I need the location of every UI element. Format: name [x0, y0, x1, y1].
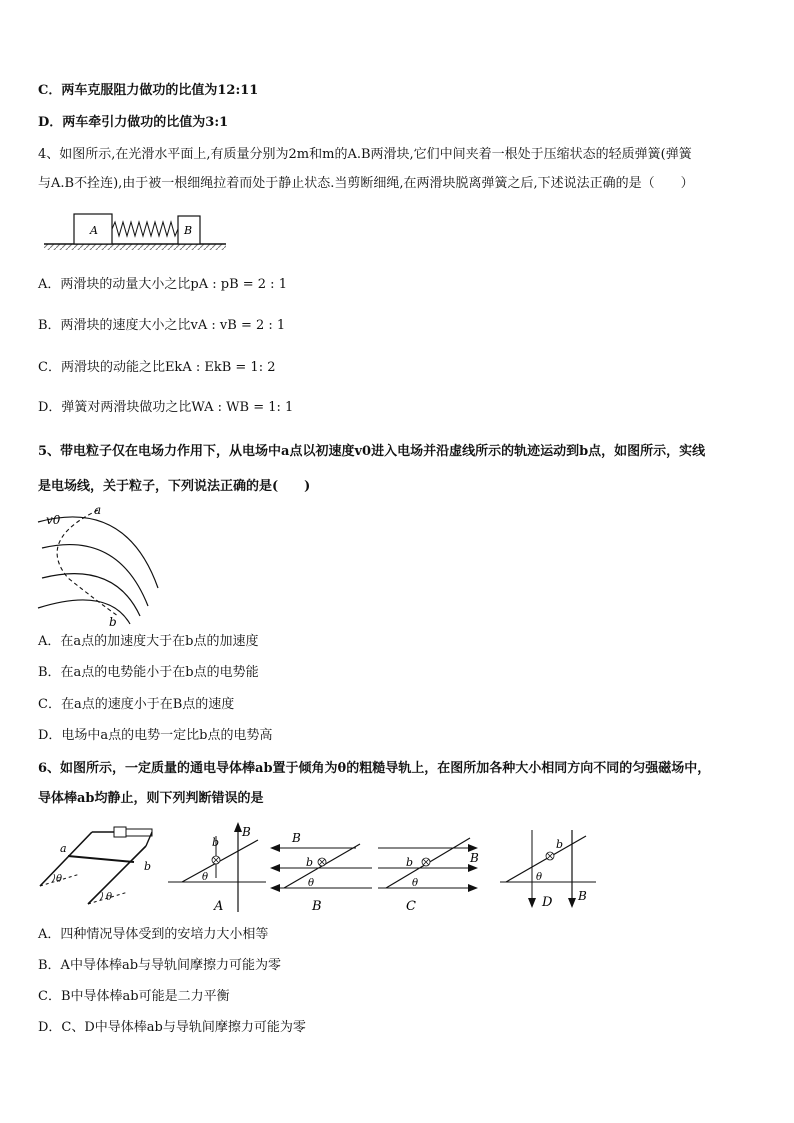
q6-rail-label-a: a: [60, 842, 67, 855]
q6-case-b-theta: θ: [308, 878, 315, 889]
q6-case-a-theta: θ: [202, 872, 209, 883]
q4-figure-spring-blocks: [44, 200, 234, 255]
q6-rail-theta-2: θ: [106, 892, 113, 903]
q6-case-a-label: A: [214, 899, 224, 914]
q3-option-c: C．两车克服阻力做功的比值为12:11: [38, 83, 259, 98]
q5-label-b: b: [109, 615, 117, 629]
q4-option-a: A．两滑块的动量大小之比pA : pB = 2 : 1: [38, 277, 287, 292]
q6-case-a-field: B: [242, 825, 251, 839]
q5-label-v0: v0: [46, 513, 61, 527]
q4-option-d: D．弹簧对两滑块做功之比WA : WB = 1: 1: [38, 400, 294, 415]
q6-figure-rails: [38, 818, 168, 908]
q5-option-b: B．在a点的电势能小于在b点的电势能: [38, 665, 259, 680]
q6-case-d-field: B: [578, 889, 587, 903]
q6-option-c: C．B中导体棒ab可能是二力平衡: [38, 989, 230, 1004]
q4-option-c: C．两滑块的动能之比EkA : EkB = 1: 2: [38, 360, 276, 375]
q6-stem-line1: 6、如图所示，一定质量的通电导体棒ab置于倾角为θ的粗糙导轨上，在图所加各种大小相同方向不同的匀强磁场中，: [38, 761, 711, 776]
q4-stem-line2: 与A.B不拴连),由于被一根细绳拉着而处于静止状态.当剪断细绳,在两滑块脱离弹簧之后,下述说法正确的是（ ）: [38, 176, 694, 191]
q6-case-d-theta: θ: [536, 872, 543, 883]
q6-case-b-b: b: [306, 856, 314, 869]
q6-case-c-theta: θ: [412, 878, 419, 889]
q6-case-c: [378, 826, 490, 916]
q4-spring: [112, 222, 178, 236]
q5-stem-line1: 5、带电粒子仅在电场力作用下，从电场中a点以初速度v0进入电场并沿虚线所示的轨迹运动到b点，如图所示，实线: [38, 444, 706, 459]
q6-option-b: B．A中导体棒ab与导轨间摩擦力可能为零: [38, 958, 282, 973]
q5-option-d: D．电场中a点的电势一定比b点的电势高: [38, 728, 273, 743]
q6-option-d: D．C、D中导体棒ab与导轨间摩擦力可能为零: [38, 1020, 306, 1035]
q6-case-d: [500, 826, 600, 916]
q5-option-c: C．在a点的速度小于在B点的速度: [38, 697, 235, 712]
q6-rail-label-b: b: [144, 860, 152, 873]
q6-case-a: [168, 822, 268, 917]
q6-case-d-label: D: [542, 895, 553, 910]
q6-option-a: A．四种情况导体受到的安培力大小相等: [38, 927, 269, 942]
q5-figure-field-lines: [36, 500, 166, 630]
q5-stem-line2: 是电场线，关于粒子，下列说法正确的是( ): [38, 479, 311, 494]
q5-label-a: a: [94, 503, 102, 517]
q6-rail-theta-1: θ: [56, 874, 63, 885]
q5-option-a: A．在a点的加速度大于在b点的加速度: [38, 634, 259, 649]
q6-case-d-b: b: [556, 838, 564, 851]
q6-case-a-b: b: [212, 836, 220, 849]
q6-case-c-field: B: [470, 851, 479, 865]
q4-block-b-label: B: [184, 224, 193, 237]
q4-option-b: B．两滑块的速度大小之比vA : vB = 2 : 1: [38, 318, 286, 333]
q6-case-b-label: B: [312, 899, 322, 914]
q4-stem-line1: 4、如图所示,在光滑水平面上,有质量分别为2m和m的A.B两滑块,它们中间夹着一根处于压缩状态的轻质弹簧(弹簧: [38, 147, 692, 162]
q6-stem-line2: 导体棒ab均静止，则下列判断错误的是: [38, 791, 264, 806]
q6-case-b: [268, 826, 378, 916]
q3-option-d: D．两车牵引力做功的比值为3:1: [38, 115, 229, 130]
q4-block-a-label: A: [90, 224, 98, 237]
q6-case-c-label: C: [406, 899, 416, 914]
q6-case-c-b: b: [406, 856, 414, 869]
q6-case-b-field: B: [292, 831, 301, 845]
